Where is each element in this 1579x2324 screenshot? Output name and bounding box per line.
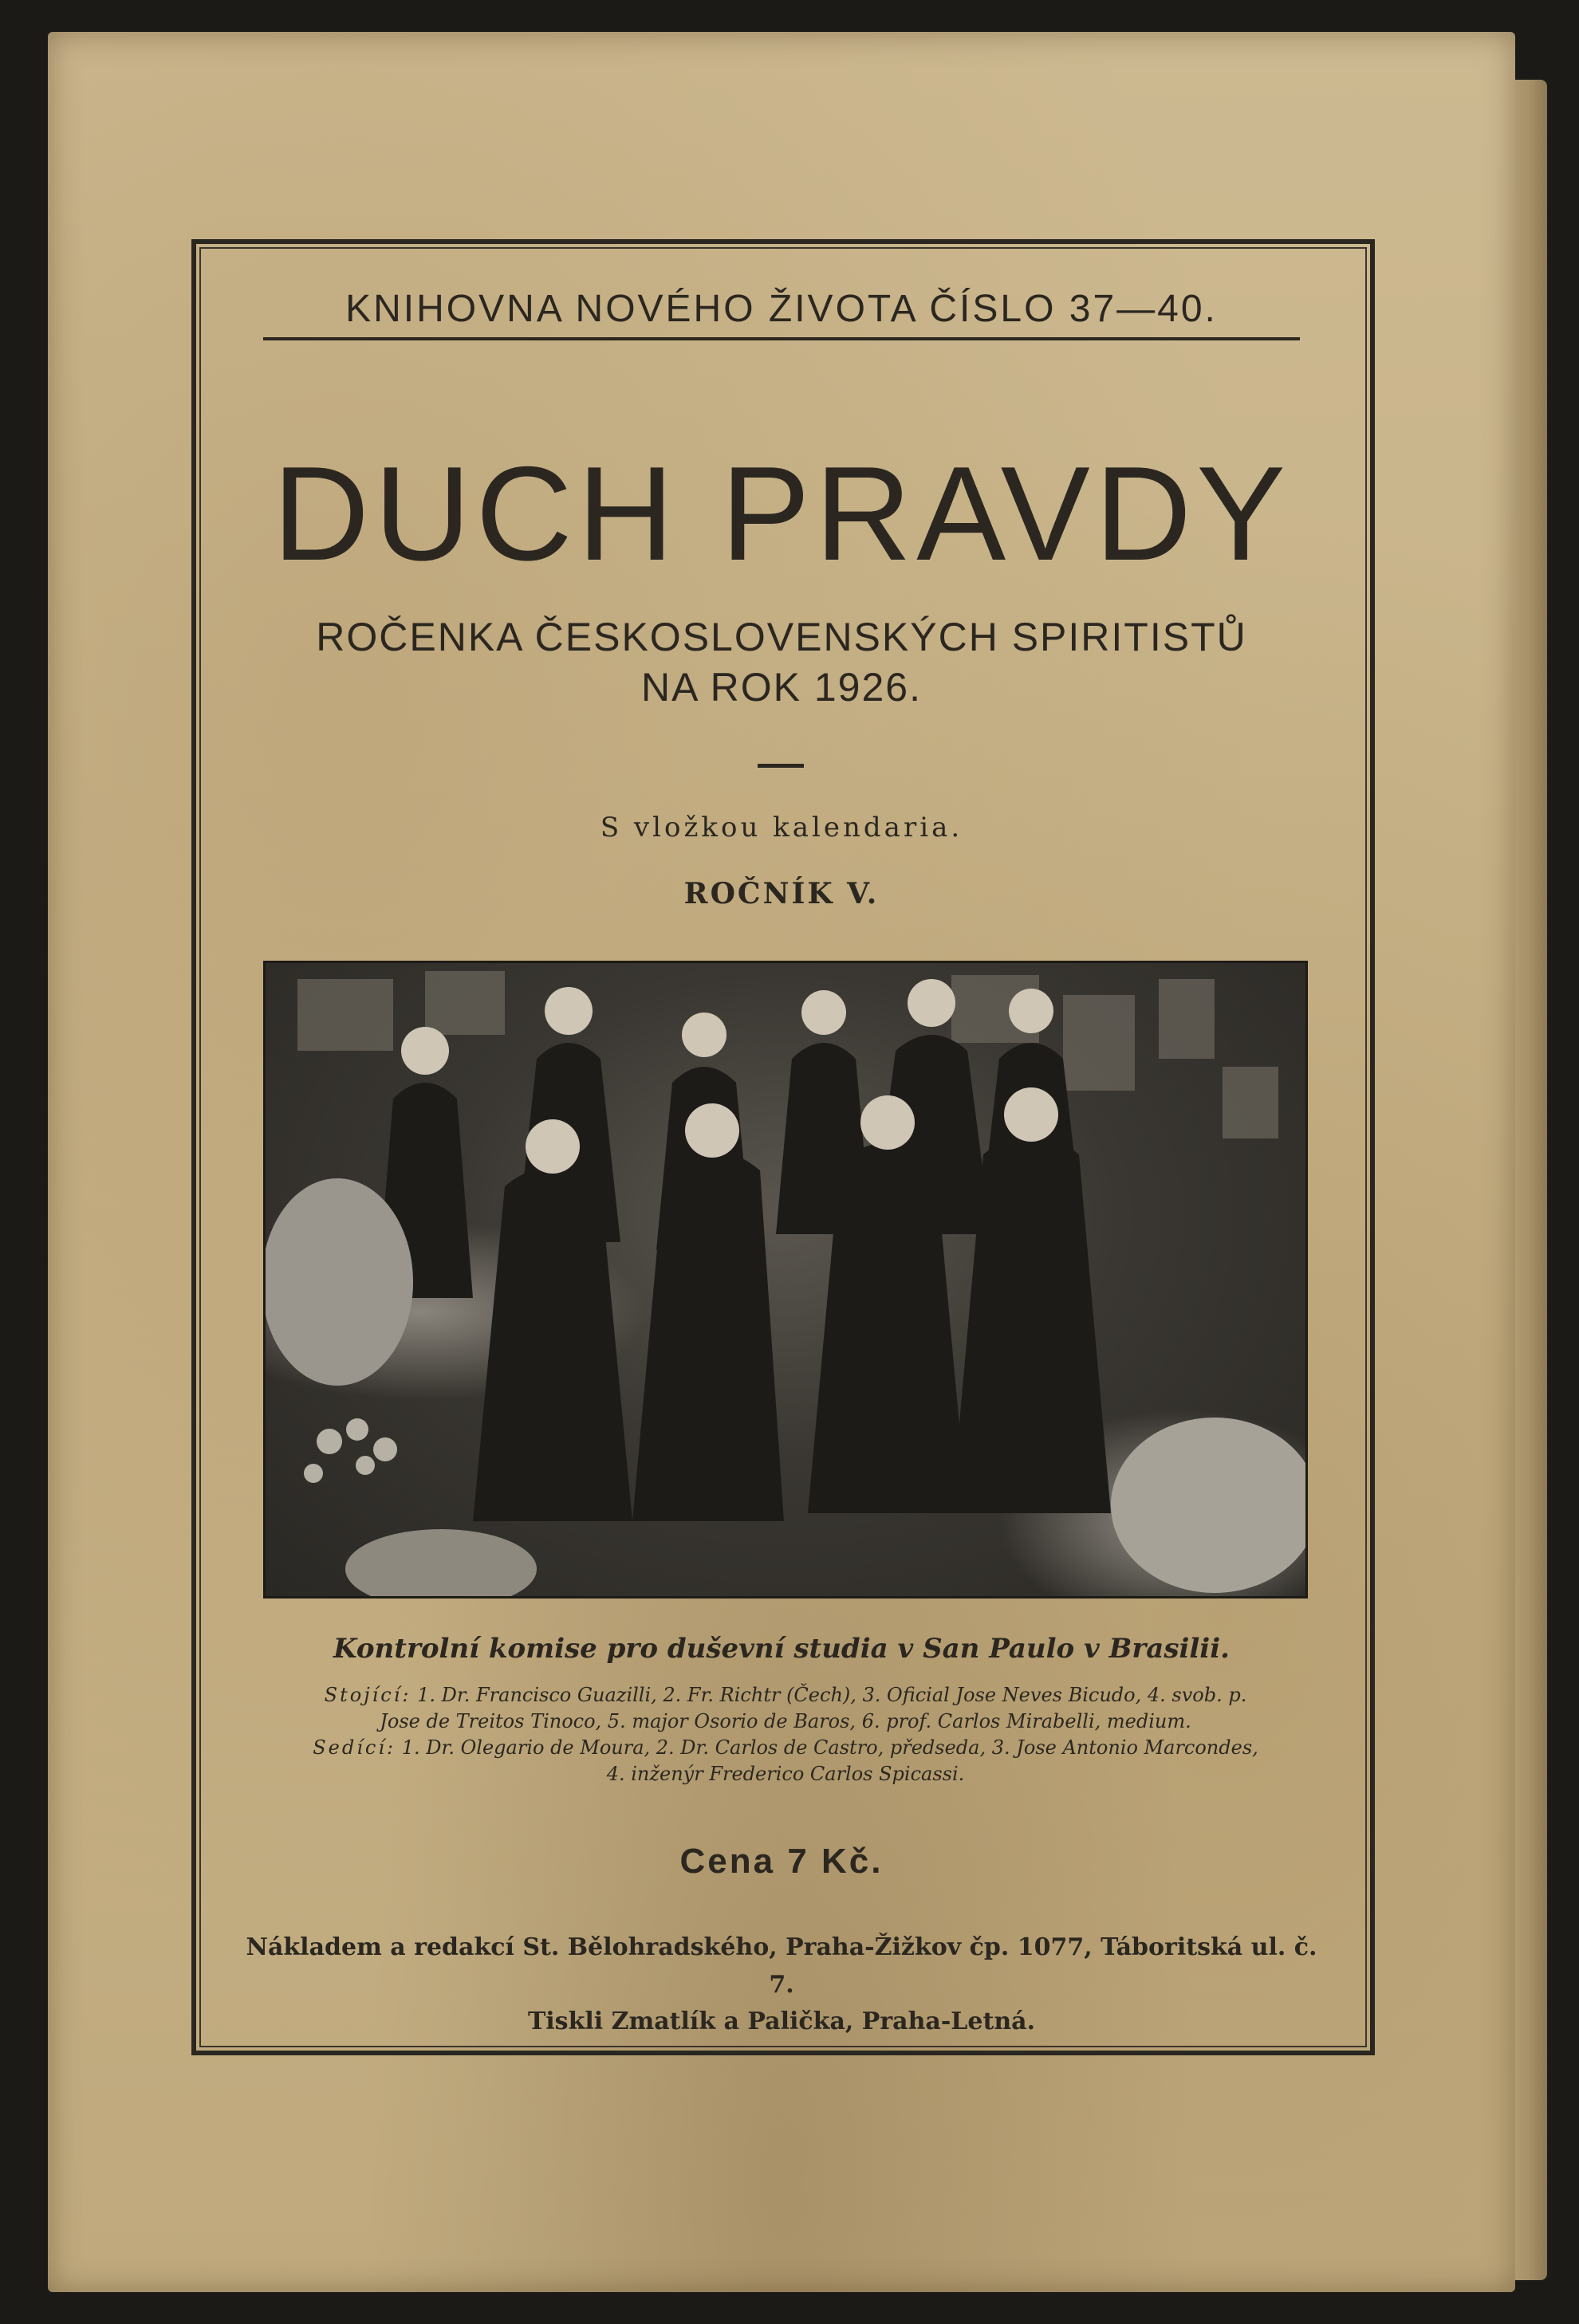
volume-label: ROČNÍK V. (683, 877, 880, 910)
divider-dash (758, 764, 804, 768)
imprint-line-1: Nákladem a redakcí St. Bělohradského, Praha-Žižkov čp. 1077, Táboritská ul. č. 7. (246, 1933, 1317, 1999)
seated-label: Sedící: (313, 1736, 396, 1760)
imprint (239, 1929, 1324, 2041)
cover-subtitle (239, 612, 1324, 712)
group-photo-illustration (266, 963, 1305, 1596)
standing-names-2: Jose de Treitos Tinoco, 5. major Osorio de Baros, 6. prof. Carlos Mirabelli, medium. (380, 1710, 1191, 1733)
standing-label: Stojící: (324, 1684, 411, 1706)
photo-people-list (263, 1682, 1308, 1787)
subtitle-line-2: NA ROK 1926. (641, 664, 922, 710)
seated-line-1 (263, 1735, 1308, 1761)
standing-line-1 (263, 1682, 1308, 1709)
cover-title: DUCH PRAVDY (272, 438, 1291, 588)
photo-caption: Kontrolní komise pro duševní studia v San Paulo v Brasilii. (333, 1633, 1230, 1665)
subtitle-line-1: ROČENKA ČESKOSLOVENSKÝCH SPIRITISTŮ (316, 615, 1247, 659)
price: Cena 7 Kč. (679, 1842, 884, 1881)
insert-note: S vložkou kalendaria. (600, 812, 963, 843)
seated-names-1: 1. Dr. Olegario de Moura, 2. Dr. Carlos de Castro, předseda, 3. Jose Antonio Marcondes, (401, 1736, 1258, 1760)
standing-names-1: 1. Dr. Francisco Guazilli, 2. Fr. Richtr (Čech), 3. Oficial Jose Neves Bicudo, 4. svob. p. (417, 1684, 1247, 1706)
series-line: KNIHOVNA NOVÉHO ŽIVOTA ČÍSLO 37—40. (263, 287, 1300, 340)
imprint-line-2: Tiskli Zmatlík a Palička, Praha-Letná. (527, 2007, 1036, 2035)
seated-names-2: 4. inženýr Frederico Carlos Spicassi. (606, 1763, 965, 1786)
group-photo (263, 961, 1308, 1598)
